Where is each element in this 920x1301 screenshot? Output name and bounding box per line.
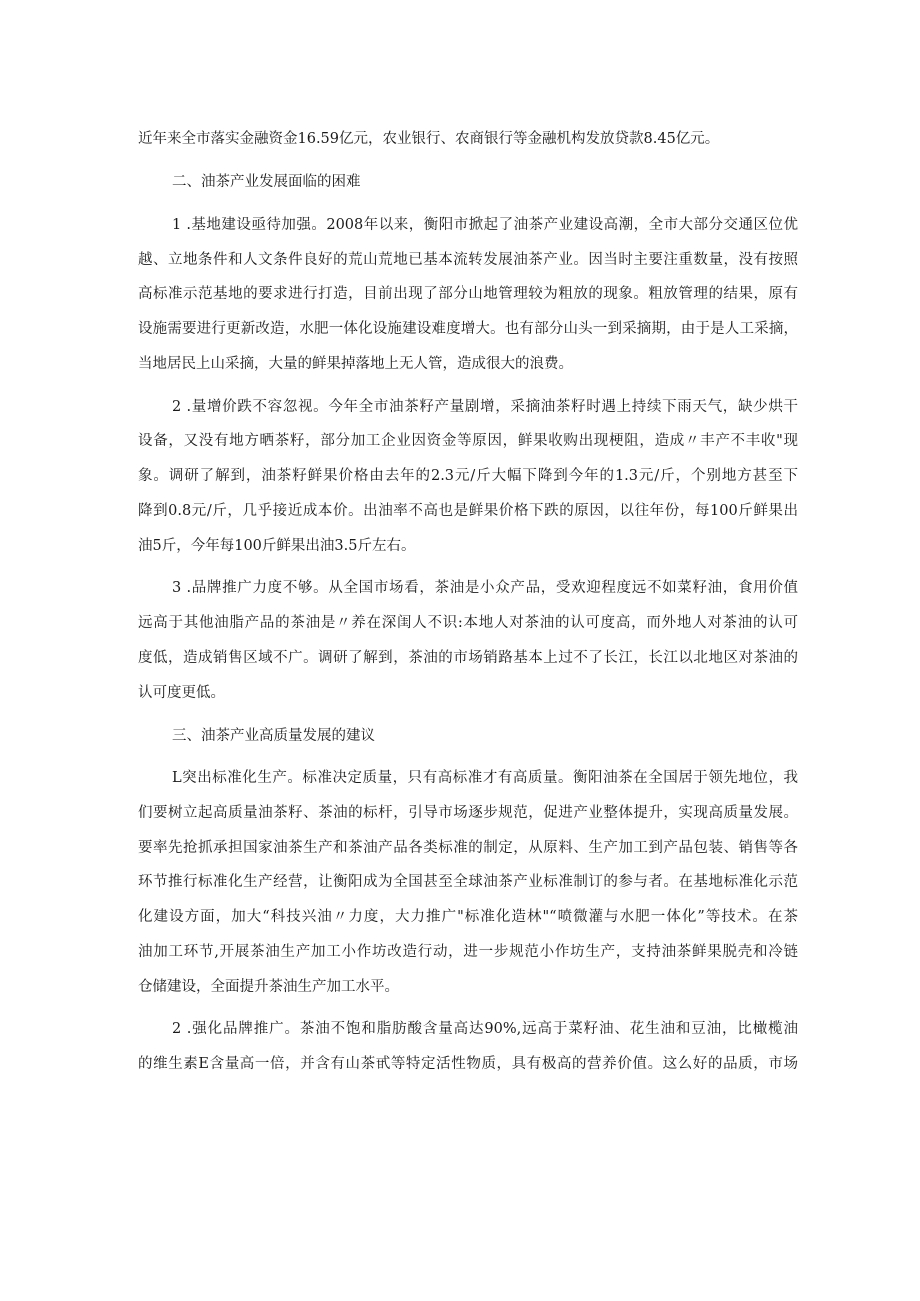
s2-item2-line: 油5斤，今年每100斤鲜果出油3.5斤左右。 — [138, 538, 416, 554]
s3-item1-line: 要率先抢抓承担国家油茶生产和茶油产品各类标准的制定，从原料、生产加工到产品包装、销售等各 — [138, 840, 798, 856]
section3-heading: 三、油茶产业高质量发展的建议 — [172, 728, 375, 744]
s2-item3-line: 远高于其他油脂产品的茶油是〃养在深闺人不识:本地人对茶油的认可度高，而外地人对茶油的认可 — [138, 615, 798, 631]
s2-item1-line: 设施需要进行更新改造，水肥一体化设施建设难度增大。也有部分山头一到采摘期，由于是人工采摘， — [138, 321, 798, 337]
s3-item2-line: 2 .强化品牌推广。茶油不饱和脂肪酸含量高达90%,远高于菜籽油、花生油和豆油，比橄榄油 — [172, 1021, 798, 1037]
s2-item3-line: 认可度更低。 — [138, 685, 225, 701]
s3-item1-line: 仓储建设，全面提升茶油生产加工水平。 — [138, 979, 399, 995]
s2-item1-line: 1 .基地建设亟待加强。2008年以来，衡阳市掀起了油茶产业建设高潮，全市大部分交通区位优 — [172, 217, 798, 233]
s3-item1-line: 们要树立起高质量油茶籽、茶油的标杆，引导市场逐步规范，促进产业整体提升，实现高质量发展。 — [138, 805, 798, 821]
s3-item1-line: L突出标准化生产。标准决定质量，只有高标准才有高质量。衡阳油茶在全国居于领先地位，我 — [172, 770, 798, 786]
s2-item3-line: 3 .品牌推广力度不够。从全国市场看，茶油是小众产品，受欢迎程度远不如菜籽油，食用价值 — [172, 580, 798, 596]
s2-item3-line: 度低，造成销售区域不广。调研了解到，茶油的市场销路基本上过不了长江，长江以北地区对茶油的 — [138, 650, 798, 666]
s2-item2-line: 设备，又没有地方晒茶籽，部分加工企业因资金等原因，鲜果收购出现梗阻，造成〃丰产不丰收"现 — [138, 433, 798, 449]
s3-item1-line: 环节推行标准化生产经营，让衡阳成为全国甚至全球油茶产业标准制订的参与者。在基地标准化示范 — [138, 874, 798, 890]
s3-item2-line: 的维生素E含量高一倍，并含有山茶甙等特定活性物质，具有极高的营养价值。这么好的品质，市场 — [138, 1056, 798, 1072]
s3-item1-line: 化建设方面，加大“科技兴油〃力度，大力推广"标准化造林"“喷微灌与水肥一体化”等技术。在茶 — [138, 909, 798, 925]
s2-item1-line: 当地居民上山采摘，大量的鲜果掉落地上无人管，造成很大的浪费。 — [138, 356, 573, 372]
s2-item2-line: 象。调研了解到，油茶籽鲜果价格由去年的2.3元/斤大幅下降到今年的1.3元/斤，个别地方甚至下 — [138, 468, 798, 484]
s3-item1-line: 油加工环节,开展茶油生产加工小作坊改造行动，进一步规范小作坊生产，支持油茶鲜果脱壳和冷链 — [138, 944, 798, 960]
section2-heading: 二、油茶产业发展面临的困难 — [172, 174, 361, 190]
s2-item1-line: 越、立地条件和人文条件良好的荒山荒地已基本流转发展油茶产业。因当时主要注重数量，没有按照 — [138, 252, 798, 268]
s2-item2-line: 2 .量增价跌不容忽视。今年全市油茶籽产量剧增，采摘油茶籽时遇上持续下雨天气，缺少烘干 — [172, 399, 798, 415]
s2-item1-line: 高标准示范基地的要求进行打造，目前出现了部分山地管理较为粗放的现象。粗放管理的结果，原有 — [138, 286, 798, 302]
s2-item2-line: 降到0.8元/斤，几乎接近成本价。出油率不高也是鲜果价格下跌的原因，以往年份，每100斤鲜果出 — [138, 503, 798, 519]
intro-tail-line: 近年来全市落实金融资金16.59亿元，农业银行、农商银行等金融机构发放贷款8.45亿元。 — [138, 131, 720, 147]
